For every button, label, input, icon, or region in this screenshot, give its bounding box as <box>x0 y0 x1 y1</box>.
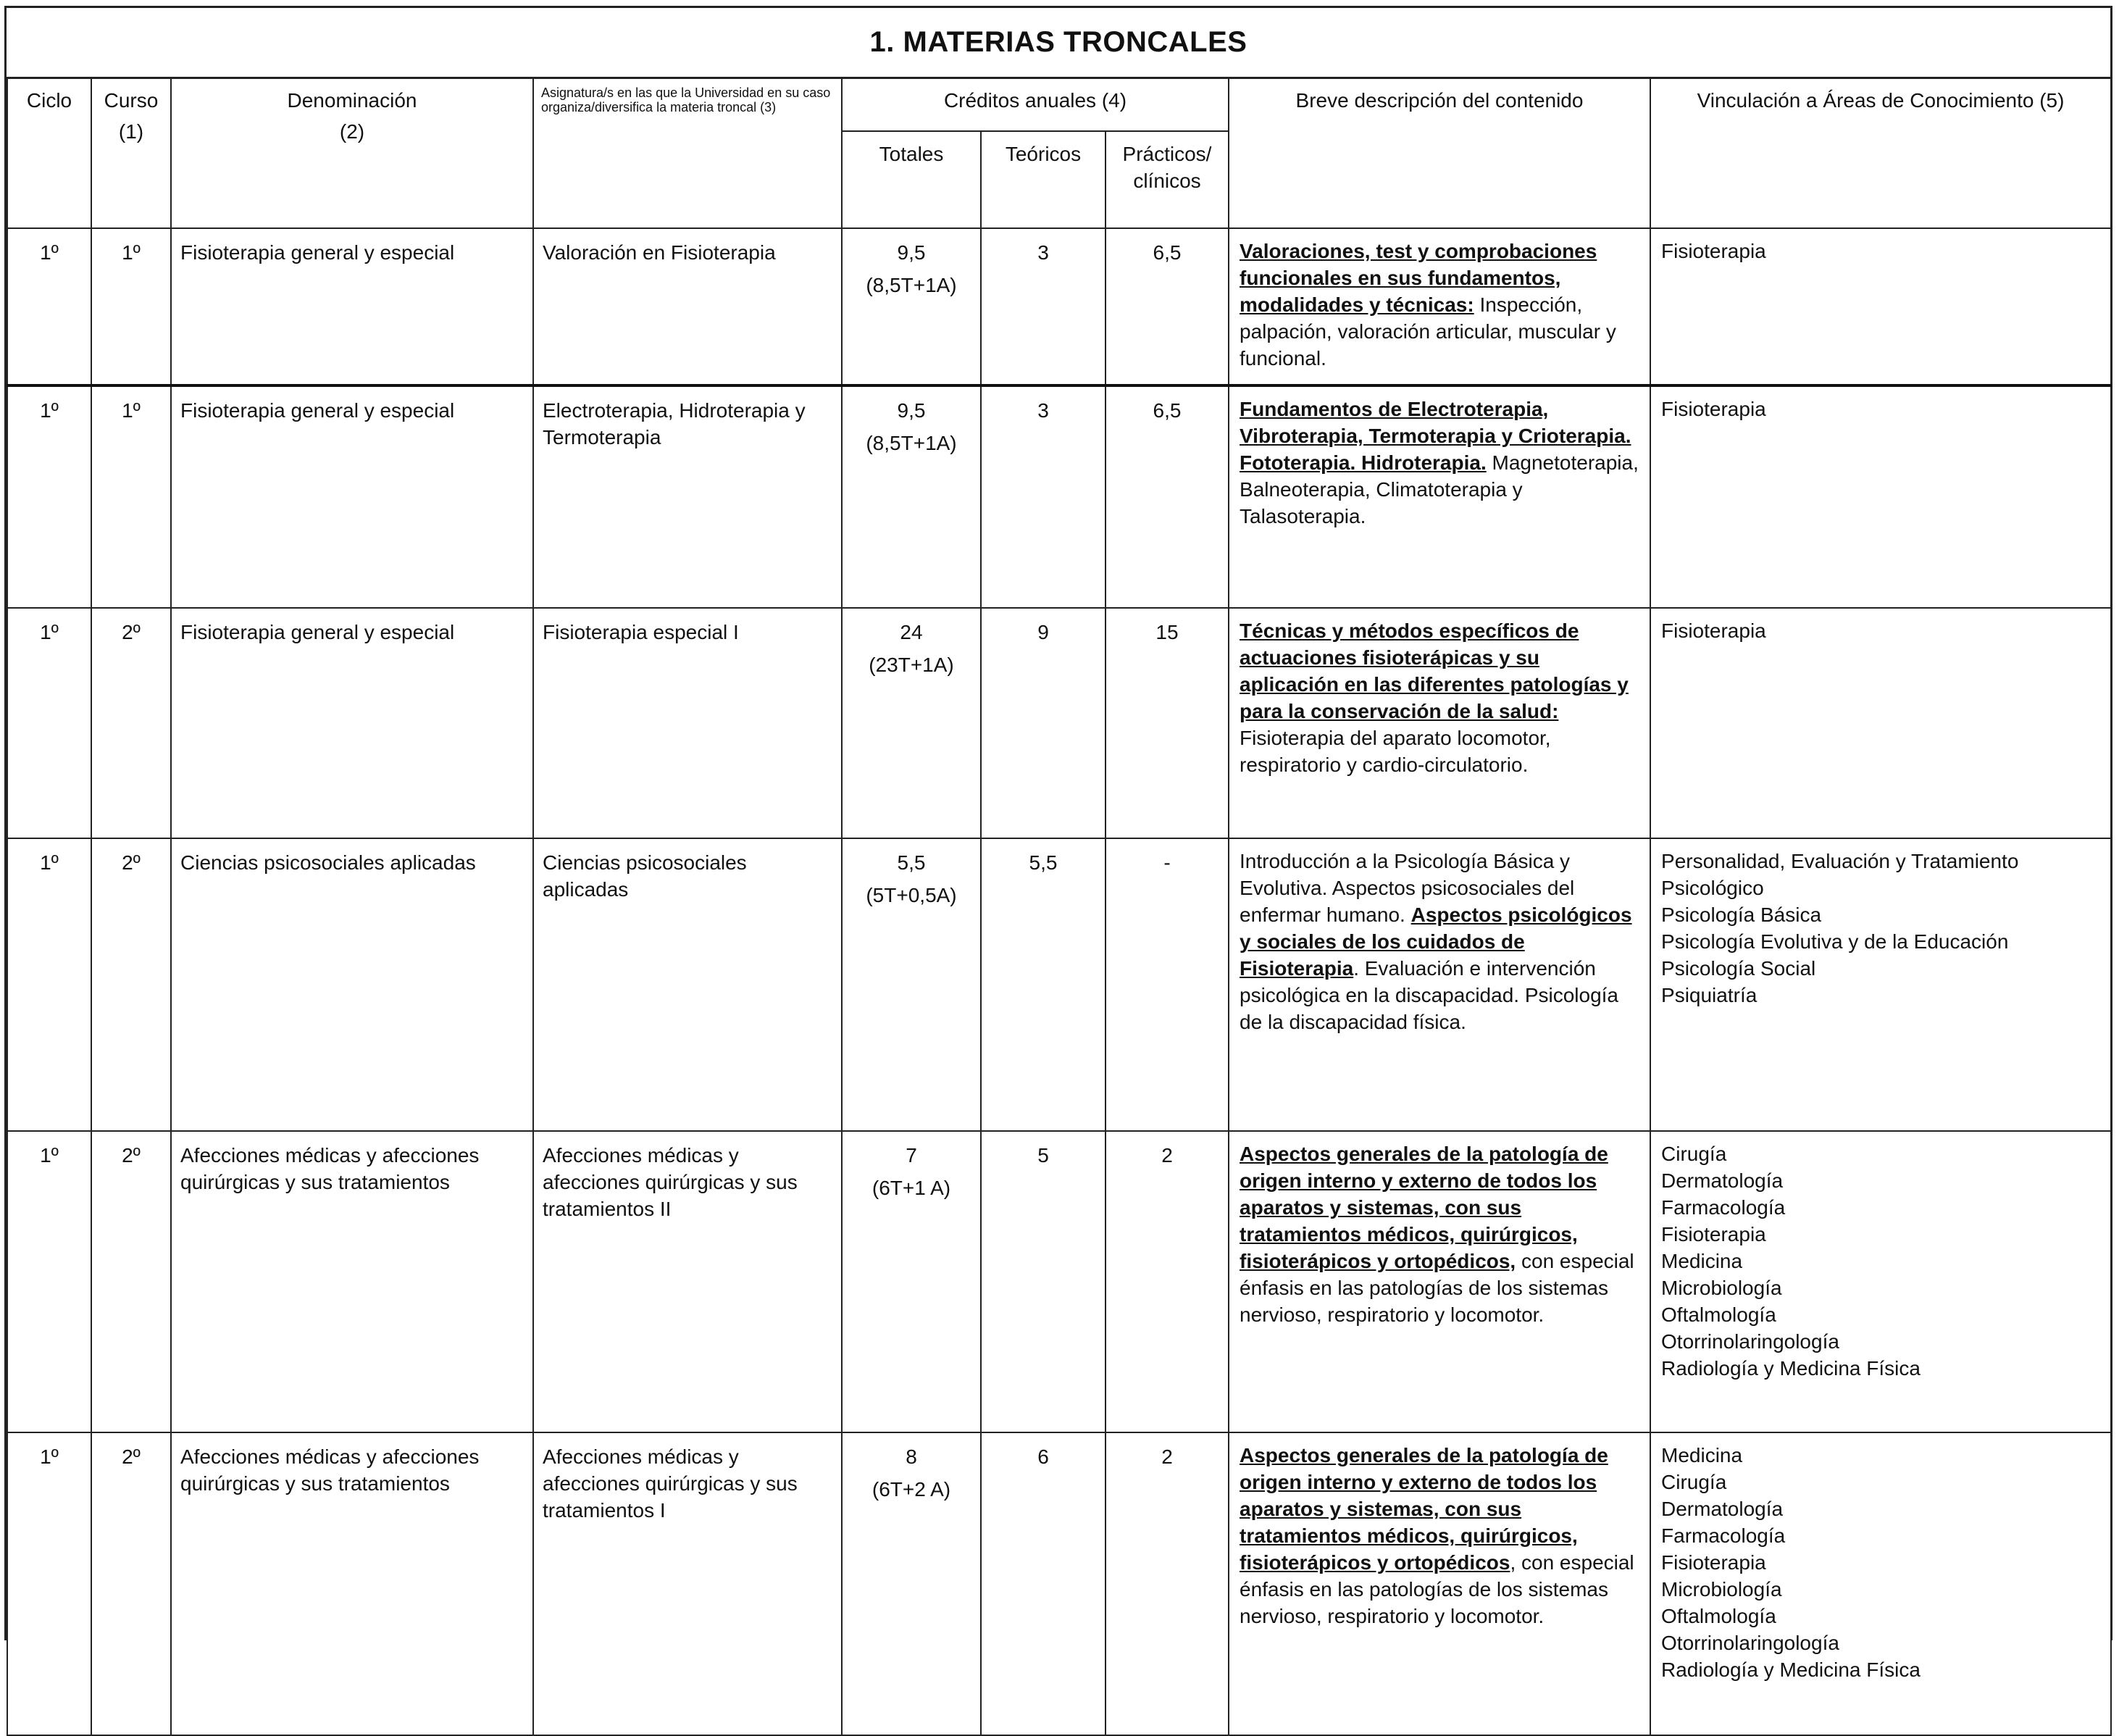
cell-descripcion <box>1229 608 1650 838</box>
area-item: Psicología Básica <box>1661 904 1822 926</box>
cell-practicos: 2 <box>1106 1432 1229 1735</box>
table-row <box>7 838 2111 1131</box>
desc-bold: Técnicas y métodos específicos de actuaciones fisioterápicas y su aplicación en las diferentes patologías y para la conservación de la salud: <box>1240 619 1629 722</box>
cell-curso: 2º <box>91 838 171 1131</box>
header-curso-note: (1) <box>118 120 144 143</box>
area-item: Oftalmología <box>1661 1605 1776 1627</box>
cell-ciclo: 1º <box>7 608 91 838</box>
area-item: Cirugía <box>1661 1471 1727 1493</box>
cell-asignatura: Valoración en Fisioterapia <box>533 228 842 385</box>
cell-asignatura: Fisioterapia especial I <box>533 608 842 838</box>
cell-vinculacion <box>1650 1131 2111 1432</box>
table-row <box>7 1432 2111 1735</box>
header-teoricos: Teóricos <box>981 131 1106 228</box>
totales-detail: (23T+1A) <box>869 654 954 676</box>
cell-totales <box>842 385 981 608</box>
cell-practicos: - <box>1106 838 1229 1131</box>
cell-asignatura: Electroterapia, Hidroterapia y Termoterapia <box>533 385 842 608</box>
table-header <box>7 78 2111 228</box>
cell-ciclo: 1º <box>7 228 91 385</box>
area-item: Otorrinolaringología <box>1661 1330 1839 1353</box>
header-creditos: Créditos anuales (4) <box>842 78 1229 131</box>
cell-asignatura: Afecciones médicas y afecciones quirúrgicas y sus tratamientos II <box>533 1131 842 1432</box>
cell-curso: 1º <box>91 228 171 385</box>
area-item: Dermatología <box>1661 1498 1784 1520</box>
cell-denominacion: Afecciones médicas y afecciones quirúrgicas y sus tratamientos <box>171 1432 533 1735</box>
area-item: Otorrinolaringología <box>1661 1632 1839 1654</box>
cell-practicos: 2 <box>1106 1131 1229 1432</box>
totales-value: 24 <box>900 621 923 643</box>
desc-text: Magnetoterapia, Balneoterapia, Climatoterapia y Talasoterapia. <box>1240 451 1639 527</box>
header-denominacion-label: Denominación <box>287 89 417 112</box>
desc-bold: Aspectos generales de la patología de origen interno y externo de todos los aparatos y sistemas, con sus tratamientos médicos, quirúrgicos, fisioterápicos y ortopédicos, <box>1240 1143 1608 1272</box>
page-title: 1. MATERIAS TRONCALES <box>7 8 2110 79</box>
cell-denominacion: Fisioterapia general y especial <box>171 608 533 838</box>
cell-curso: 2º <box>91 1131 171 1432</box>
totales-detail: (6T+1 A) <box>872 1177 951 1199</box>
cell-totales <box>842 838 981 1131</box>
area-item: Radiología y Medicina Física <box>1661 1357 1921 1380</box>
area-item: Fisioterapia <box>1661 619 1766 642</box>
cell-totales <box>842 608 981 838</box>
cell-denominacion: Afecciones médicas y afecciones quirúrgicas y sus tratamientos <box>171 1131 533 1432</box>
area-item: Fisioterapia <box>1661 240 1766 262</box>
cell-ciclo: 1º <box>7 838 91 1131</box>
cell-vinculacion <box>1650 1432 2111 1735</box>
totales-value: 9,5 <box>897 399 926 422</box>
area-item: Medicina <box>1661 1250 1743 1272</box>
area-item: Fisioterapia <box>1661 1551 1766 1574</box>
cell-teoricos: 5,5 <box>981 838 1106 1131</box>
area-item: Medicina <box>1661 1444 1743 1466</box>
cell-vinculacion <box>1650 608 2111 838</box>
totales-value: 8 <box>906 1445 917 1468</box>
area-item: Cirugía <box>1661 1143 1727 1165</box>
totales-value: 7 <box>906 1144 917 1167</box>
cell-teoricos: 3 <box>981 385 1106 608</box>
document-page <box>4 6 2112 1681</box>
cell-curso: 1º <box>91 385 171 608</box>
cell-descripcion <box>1229 838 1650 1131</box>
desc-text: Inspección, palpación, valoración articular, muscular y funcional. <box>1240 293 1616 370</box>
cell-asignatura: Afecciones médicas y afecciones quirúrgicas y sus tratamientos I <box>533 1432 842 1735</box>
cell-denominacion: Ciencias psicosociales aplicadas <box>171 838 533 1131</box>
desc-text: Fisioterapia del aparato locomotor, respiratorio y cardio-circulatorio. <box>1240 727 1551 776</box>
cell-ciclo: 1º <box>7 1131 91 1432</box>
desc-text: , con especial énfasis en las patologías de los sistemas nervioso, respiratorio y locomotor. <box>1240 1551 1634 1627</box>
cell-practicos: 6,5 <box>1106 228 1229 385</box>
area-item: Radiología y Medicina Física <box>1661 1658 1921 1681</box>
cell-descripcion <box>1229 1131 1650 1432</box>
cell-denominacion: Fisioterapia general y especial <box>171 385 533 608</box>
header-totales: Totales <box>842 131 981 228</box>
header-ciclo: Ciclo <box>7 78 91 228</box>
desc-text: con especial énfasis en las patologías de los sistemas nervioso, respiratorio y locomotor. <box>1240 1250 1634 1326</box>
materias-table <box>7 77 2112 1736</box>
header-curso <box>91 78 171 228</box>
area-item: Microbiología <box>1661 1277 1782 1299</box>
cell-asignatura: Ciencias psicosociales aplicadas <box>533 838 842 1131</box>
totales-value: 9,5 <box>897 241 926 264</box>
totales-detail: (6T+2 A) <box>872 1478 951 1501</box>
totales-detail: (8,5T+1A) <box>866 274 957 296</box>
cell-practicos: 15 <box>1106 608 1229 838</box>
cell-ciclo: 1º <box>7 1432 91 1735</box>
area-item: Microbiología <box>1661 1578 1782 1601</box>
header-asignatura: Asignatura/s en las que la Universidad en su caso organiza/diversifica la materia troncal (3) <box>533 78 842 228</box>
area-item: Psicología Social <box>1661 957 1816 980</box>
cell-descripcion <box>1229 385 1650 608</box>
cell-vinculacion <box>1650 838 2111 1131</box>
desc-intro: Introducción a la Psicología Básica y Evolutiva. Aspectos psicosociales del enfermar humano. <box>1240 850 1575 926</box>
cell-practicos: 6,5 <box>1106 385 1229 608</box>
area-item: Fisioterapia <box>1661 1223 1766 1245</box>
area-item: Farmacología <box>1661 1196 1786 1219</box>
area-item: Dermatología <box>1661 1169 1784 1192</box>
cell-descripcion <box>1229 1432 1650 1735</box>
cell-teoricos: 5 <box>981 1131 1106 1432</box>
cell-denominacion: Fisioterapia general y especial <box>171 228 533 385</box>
area-item: Psicología Evolutiva y de la Educación <box>1661 930 2009 953</box>
header-denominacion <box>171 78 533 228</box>
table-row <box>7 228 2111 385</box>
cell-curso: 2º <box>91 608 171 838</box>
cell-teoricos: 3 <box>981 228 1106 385</box>
desc-text: . Evaluación e intervención psicológica en la discapacidad. Psicología de la discapacidad física. <box>1240 957 1619 1033</box>
area-item: Fisioterapia <box>1661 398 1766 420</box>
cell-teoricos: 9 <box>981 608 1106 838</box>
header-descripcion: Breve descripción del contenido <box>1229 78 1650 228</box>
area-item: Farmacología <box>1661 1524 1786 1547</box>
header-denominacion-note: (2) <box>339 120 365 143</box>
cell-ciclo: 1º <box>7 385 91 608</box>
desc-bold: Aspectos generales de la patología de origen interno y externo de todos los aparatos y sistemas, con sus tratamientos médicos, quirúrgicos, fisioterápicos y ortopédicos <box>1240 1444 1608 1574</box>
desc-bold: Aspectos psicológicos y sociales de los cuidados de Fisioterapia <box>1240 904 1632 980</box>
table-row <box>7 1131 2111 1432</box>
desc-bold: Valoraciones, test y comprobaciones funcionales en sus fundamentos, modalidades y técnicas: <box>1240 240 1597 316</box>
totales-detail: (5T+0,5A) <box>866 884 957 906</box>
header-practicos: Prácticos/ clínicos <box>1106 131 1229 228</box>
cell-teoricos: 6 <box>981 1432 1106 1735</box>
cell-vinculacion <box>1650 385 2111 608</box>
cell-totales <box>842 1131 981 1432</box>
header-curso-label: Curso <box>104 89 159 112</box>
cell-vinculacion <box>1650 228 2111 385</box>
header-vinculacion: Vinculación a Áreas de Conocimiento (5) <box>1650 78 2111 228</box>
area-item: Personalidad, Evaluación y Tratamiento Psicológico <box>1661 850 2019 899</box>
area-item: Psiquiatría <box>1661 984 1758 1006</box>
table-row <box>7 608 2111 838</box>
cell-curso: 2º <box>91 1432 171 1735</box>
desc-bold: Fundamentos de Electroterapia, Vibroterapia, Termoterapia y Crioterapia. Fototerapia. Hidroterapia. <box>1240 398 1631 474</box>
cell-descripcion <box>1229 228 1650 385</box>
cell-totales <box>842 228 981 385</box>
cell-totales <box>842 1432 981 1735</box>
table-row <box>7 385 2111 608</box>
totales-detail: (8,5T+1A) <box>866 432 957 454</box>
totales-value: 5,5 <box>897 851 926 874</box>
area-item: Oftalmología <box>1661 1303 1776 1326</box>
